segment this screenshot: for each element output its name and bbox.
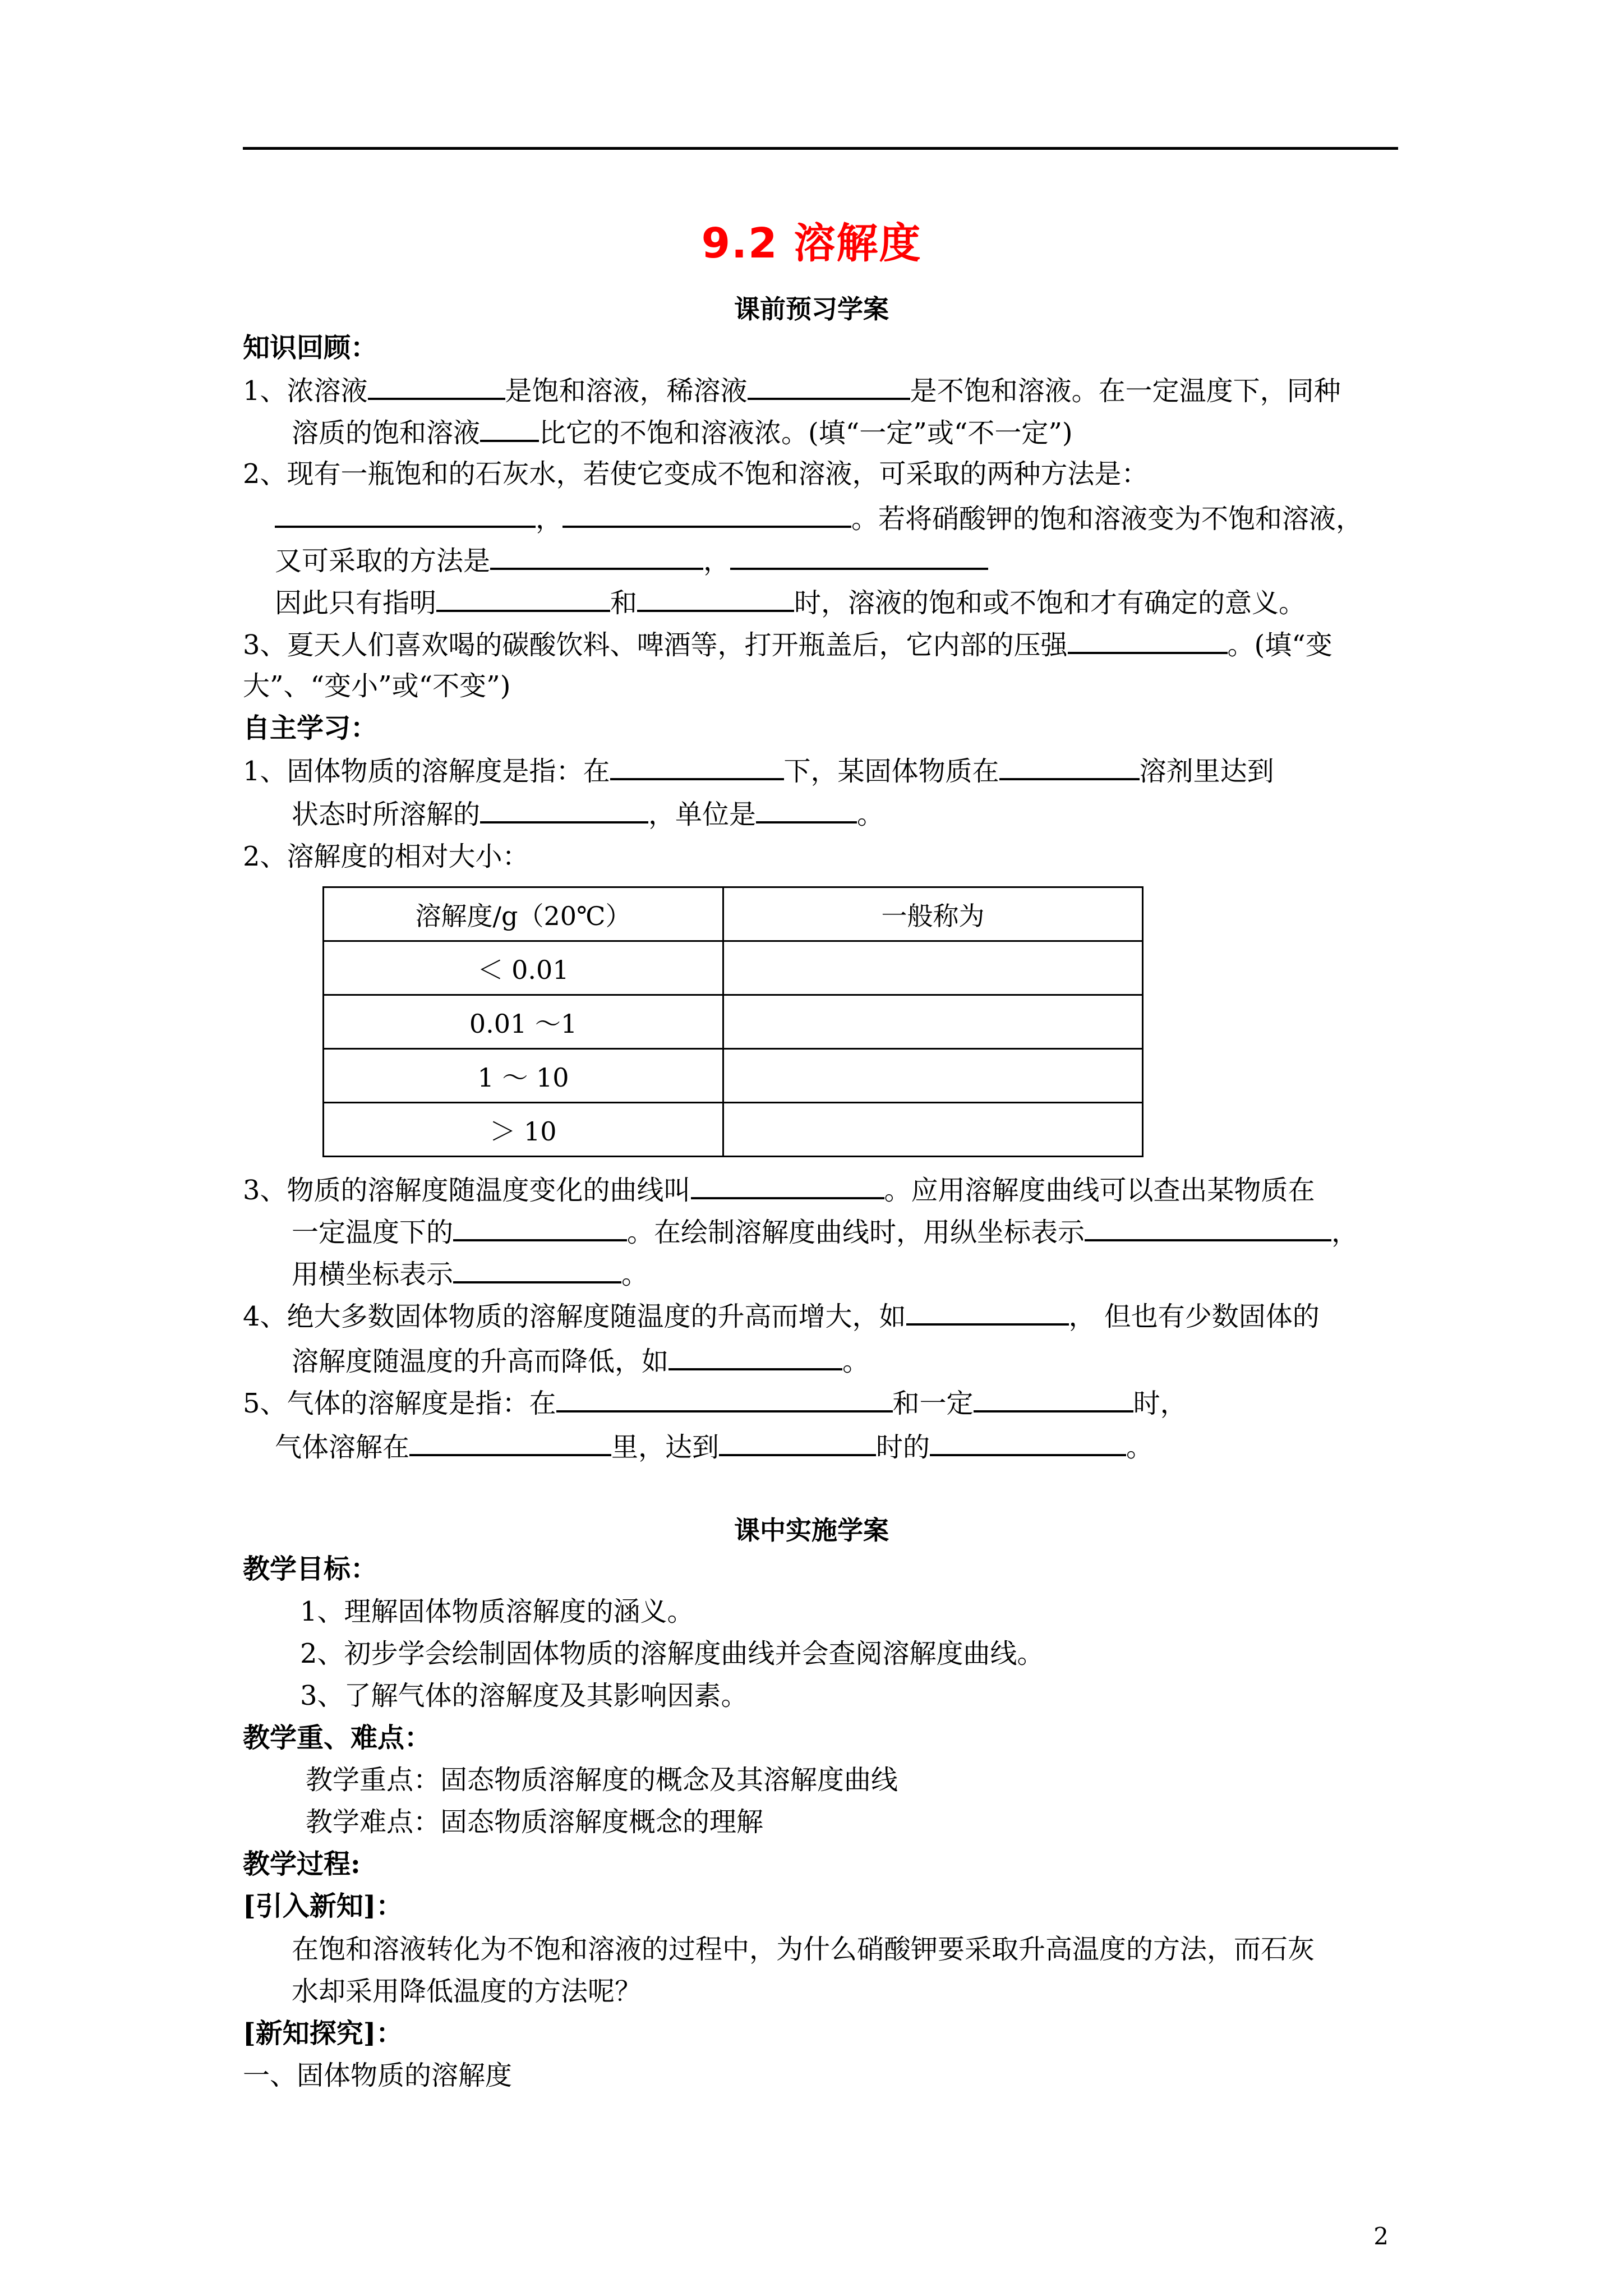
goal-item: 3、了解气体的溶解度及其影响因素。 — [300, 1680, 748, 1711]
heading-goals: 教学目标： — [243, 1553, 378, 1585]
heading-review: 知识回顾： — [243, 332, 378, 364]
table-header-solubility: 溶解度/g（20℃） — [324, 887, 723, 941]
explore-item: 一、固体物质的溶解度 — [243, 2060, 513, 2091]
s2-label: 2、溶解度的相对大小： — [243, 841, 529, 872]
intro-line: 水却采用降低温度的方法呢？ — [292, 1976, 642, 2007]
table-cell-blank — [723, 1049, 1143, 1103]
heading-key-points: 教学重、难点： — [243, 1722, 432, 1754]
section-title-preview: 课前预习学案 — [734, 294, 889, 324]
s3-line2: 一定温度下的 。在绘制溶解度曲线时，用纵坐标表示 ， — [292, 1214, 1358, 1249]
table-row — [324, 995, 1143, 1049]
q2-line2: ， 。若将硝酸钾的饱和溶液变为不饱和溶液， — [275, 501, 1363, 536]
table-cell-blank — [723, 1103, 1143, 1157]
goal-item: 2、初步学会绘制固体物质的溶解度曲线并会查阅溶解度曲线。 — [300, 1638, 1044, 1669]
s1-line1: 1、固体物质的溶解度是指：在 下，某固体物质在 溶剂里达到 — [243, 753, 1274, 788]
s3-line1: 3、物质的溶解度随温度变化的曲线叫 。应用溶解度曲线可以查出某物质在 — [243, 1172, 1315, 1207]
section-title-class: 课中实施学案 — [734, 1515, 889, 1545]
table-row — [324, 941, 1143, 995]
table-header-name: 一般称为 — [723, 887, 1143, 941]
table-header-row — [324, 887, 1143, 941]
table-row — [324, 1103, 1143, 1157]
heading-explore: [新知探究]： — [243, 2018, 403, 2049]
table-row — [324, 1049, 1143, 1103]
q2-line1: 2、现有一瓶饱和的石灰水，若使它变成不饱和溶液，可采取的两种方法是： — [243, 458, 1149, 490]
q1-line2: 溶质的饱和溶液 比它的不饱和溶液浓。(填“一定”或“不一定”) — [292, 415, 1073, 450]
goal-item: 1、理解固体物质溶解度的涵义。 — [300, 1596, 694, 1627]
q1-line1: 1、浓溶液 是饱和溶液，稀溶液 是不饱和溶液。在一定温度下，同种 — [243, 373, 1341, 408]
table-cell-range: ＜ 0.01 — [324, 941, 723, 995]
key-point-item: 教学难点：固态物质溶解度概念的理解 — [306, 1806, 764, 1838]
table-cell-blank — [723, 995, 1143, 1049]
q2-line3: 又可采取的方法是 ， — [275, 543, 988, 578]
s3-line3: 用横坐标表示 。 — [292, 1257, 648, 1291]
s4-line1: 4、绝大多数固体物质的溶解度随温度的升高而增大，如 ， 但也有少数固体的 — [243, 1299, 1320, 1333]
s5-line2: 气体溶解在 里，达到 时的 。 — [275, 1429, 1153, 1464]
s4-line2: 溶解度随温度的升高而降低，如 。 — [292, 1343, 869, 1378]
page-number: 2 — [1373, 2223, 1389, 2250]
table-cell-blank — [723, 941, 1143, 995]
table-cell-range: 0.01 ～1 — [324, 995, 723, 1049]
q3-line1: 3、夏天人们喜欢喝的碳酸饮料、啤酒等，打开瓶盖后，它内部的压强 。(填“变 — [243, 627, 1332, 662]
heading-self-study: 自主学习： — [243, 712, 378, 744]
key-point-item: 教学重点：固态物质溶解度的概念及其溶解度曲线 — [306, 1764, 898, 1796]
q2-line4: 因此只有指明 和 时，溶液的饱和或不饱和才有确定的意义。 — [275, 585, 1306, 620]
s5-line1: 5、气体的溶解度是指：在 和一定 时， — [243, 1386, 1187, 1420]
s1-line2: 状态时所溶解的 ，单位是 。 — [292, 797, 884, 831]
solubility-table — [322, 886, 1144, 1157]
q3-line2: 大”、“变小”或“不变”) — [243, 670, 511, 702]
table-cell-range: 1 ～ 10 — [324, 1049, 723, 1103]
page-title: 9.2 溶解度 — [701, 219, 922, 268]
table-cell-range: ＞ 10 — [324, 1103, 723, 1157]
header-rule — [243, 147, 1398, 150]
intro-line: 在饱和溶液转化为不饱和溶液的过程中，为什么硝酸钾要采取升高温度的方法，而石灰 — [292, 1934, 1315, 1965]
heading-intro: [引入新知]： — [243, 1890, 403, 1922]
heading-process: 教学过程: — [243, 1848, 361, 1880]
